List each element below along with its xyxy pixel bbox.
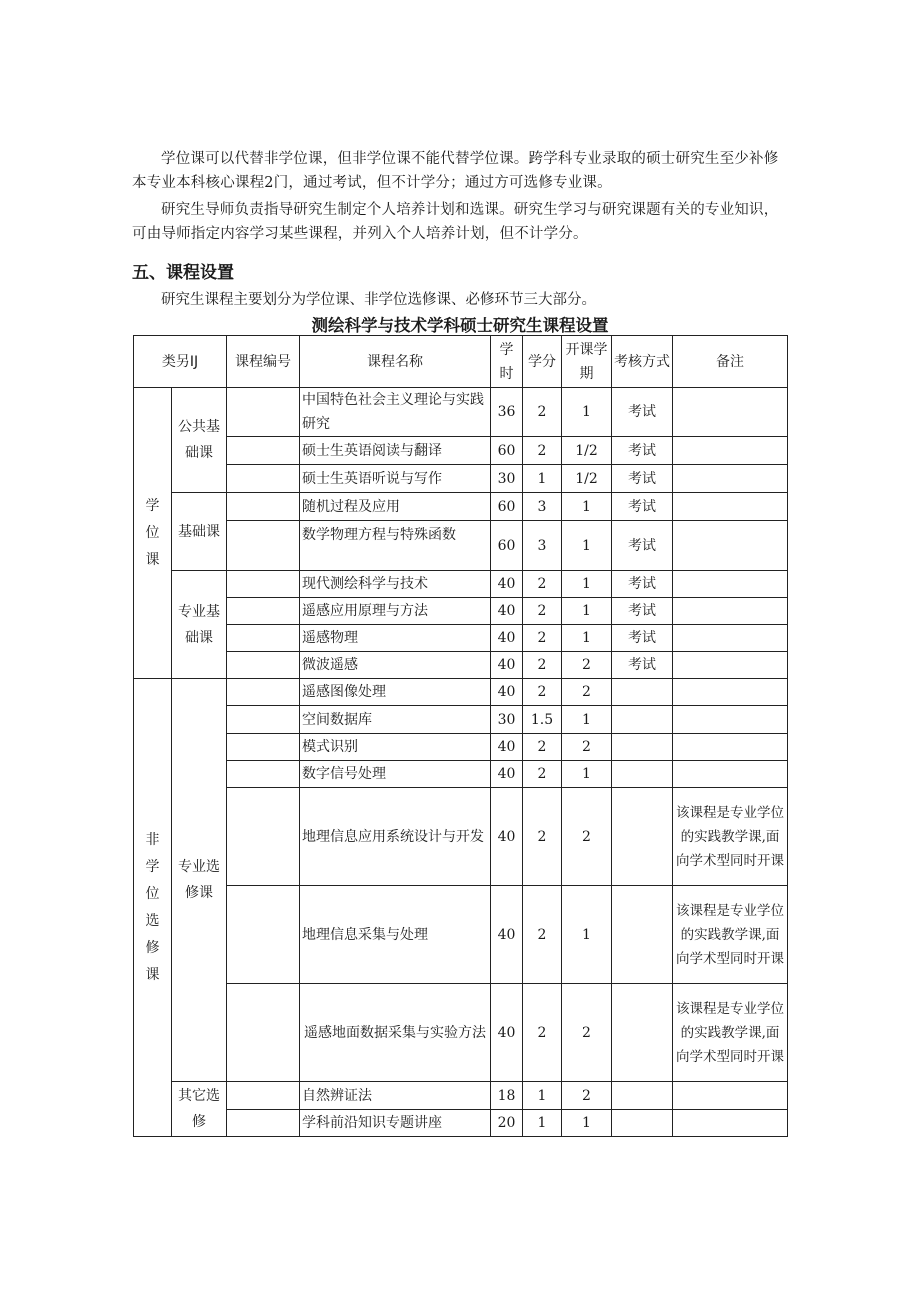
paragraph-degree-course-rules: 学位课可以代替非学位课，但非学位课不能代替学位课。跨学科专业录取的硕士研究生至少补修本专业本科核心课程2门，通过考试，但不计学分；通过方可选修专业课。	[132, 151, 779, 191]
course-semester: 1	[562, 761, 612, 788]
course-semester: 1/2	[562, 465, 612, 493]
course-remark	[673, 388, 788, 437]
course-remark	[673, 521, 788, 571]
header-exam: 考核方式	[612, 336, 673, 388]
course-name: 微波遥感	[300, 652, 491, 679]
course-name: 学科前沿知识专题讲座	[300, 1110, 491, 1137]
course-name: 空间数据库	[300, 706, 491, 734]
header-hours: 学时	[491, 336, 523, 388]
course-code	[227, 761, 300, 788]
header-semester: 开课学期	[562, 336, 612, 388]
header-credits: 学分	[523, 336, 562, 388]
table-row	[134, 598, 788, 625]
course-code	[227, 734, 300, 761]
table-row	[134, 788, 788, 886]
course-name: 模式识别	[300, 734, 491, 761]
table-row	[134, 679, 788, 706]
subgroup-other-elective: 其它选修	[172, 1082, 227, 1137]
course-hours: 40	[491, 625, 523, 652]
course-name: 遥感地面数据采集与实验方法	[300, 984, 491, 1082]
table-row	[134, 465, 788, 493]
course-name: 数字信号处理	[300, 761, 491, 788]
course-hours: 36	[491, 388, 523, 437]
course-semester: 2	[562, 652, 612, 679]
paragraph-advisor-guidance: 研究生导师负责指导研究生制定个人培养计划和选课。研究生学习与研究课题有关的专业知识，可由导师指定内容学习某些课程，并列入个人培养计划，但不计学分。	[132, 202, 779, 242]
course-code	[227, 652, 300, 679]
course-credits: 3	[523, 521, 562, 571]
table-header-row	[134, 336, 788, 388]
header-remark: 备注	[673, 336, 788, 388]
table-row	[134, 625, 788, 652]
course-remark: 该课程是专业学位的实践教学课,面向学术型同时开课	[673, 886, 788, 984]
table-row	[134, 521, 788, 571]
table-row	[134, 1110, 788, 1137]
course-name: 遥感物理	[300, 625, 491, 652]
course-exam: 考试	[612, 598, 673, 625]
course-exam: 考试	[612, 521, 673, 571]
section-intro: 研究生课程主要划分为学位课、非学位选修课、必修环节三大部分。	[161, 292, 596, 308]
course-credits: 1.5	[523, 706, 562, 734]
course-remark	[673, 625, 788, 652]
subgroup-major-basic: 专业基础课	[172, 571, 227, 679]
course-code	[227, 521, 300, 571]
course-remark	[673, 679, 788, 706]
course-hours: 40	[491, 598, 523, 625]
table-row	[134, 437, 788, 465]
course-exam	[612, 1082, 673, 1110]
table-row	[134, 652, 788, 679]
course-semester: 1	[562, 493, 612, 521]
course-name: 硕士生英语听说与写作	[300, 465, 491, 493]
course-name: 遥感图像处理	[300, 679, 491, 706]
course-code	[227, 984, 300, 1082]
course-code	[227, 1082, 300, 1110]
table-row	[134, 706, 788, 734]
course-remark: 该课程是专业学位的实践教学课,面向学术型同时开课	[673, 984, 788, 1082]
course-hours: 40	[491, 652, 523, 679]
course-code	[227, 465, 300, 493]
course-semester: 2	[562, 984, 612, 1082]
course-exam: 考试	[612, 493, 673, 521]
header-code: 课程编号	[227, 336, 300, 388]
course-exam: 考试	[612, 652, 673, 679]
course-hours: 40	[491, 571, 523, 598]
course-semester: 1	[562, 388, 612, 437]
course-semester: 2	[562, 679, 612, 706]
header-name: 课程名称	[300, 336, 491, 388]
course-code	[227, 706, 300, 734]
group-non-degree	[134, 679, 172, 1137]
course-semester: 2	[562, 788, 612, 886]
course-credits: 3	[523, 493, 562, 521]
course-credits: 2	[523, 388, 562, 437]
course-exam	[612, 788, 673, 886]
course-name: 随机过程及应用	[300, 493, 491, 521]
table-row	[134, 984, 788, 1082]
table-row	[134, 734, 788, 761]
course-name: 现代测绘科学与技术	[300, 571, 491, 598]
course-semester: 2	[562, 734, 612, 761]
course-credits: 2	[523, 788, 562, 886]
course-code	[227, 493, 300, 521]
course-table	[133, 335, 788, 1137]
course-name: 遥感应用原理与方法	[300, 598, 491, 625]
course-exam	[612, 679, 673, 706]
subgroup-basic: 基础课	[172, 493, 227, 571]
group-degree-label: 学位课	[145, 497, 160, 568]
course-exam	[612, 734, 673, 761]
course-remark	[673, 1082, 788, 1110]
course-hours: 60	[491, 521, 523, 571]
course-credits: 2	[523, 886, 562, 984]
course-credits: 2	[523, 625, 562, 652]
course-hours: 18	[491, 1082, 523, 1110]
section-heading: 五、课程设置	[132, 263, 234, 283]
course-exam: 考试	[612, 437, 673, 465]
course-exam	[612, 706, 673, 734]
course-credits: 2	[523, 984, 562, 1082]
course-semester: 1/2	[562, 437, 612, 465]
subgroup-public-basic: 公共基础课	[172, 388, 227, 493]
course-remark	[673, 465, 788, 493]
course-name: 硕士生英语阅读与翻译	[300, 437, 491, 465]
course-hours: 30	[491, 706, 523, 734]
course-hours: 30	[491, 465, 523, 493]
course-code	[227, 679, 300, 706]
course-semester: 2	[562, 1082, 612, 1110]
course-semester: 1	[562, 886, 612, 984]
course-semester: 1	[562, 598, 612, 625]
table-caption: 测绘科学与技术学科硕士研究生课程设置	[311, 316, 609, 335]
course-semester: 1	[562, 521, 612, 571]
course-code	[227, 625, 300, 652]
course-remark	[673, 761, 788, 788]
course-credits: 2	[523, 571, 562, 598]
course-exam	[612, 984, 673, 1082]
course-remark	[673, 706, 788, 734]
course-credits: 2	[523, 761, 562, 788]
table-row	[134, 761, 788, 788]
course-code	[227, 886, 300, 984]
course-remark	[673, 734, 788, 761]
course-code	[227, 388, 300, 437]
course-remark	[673, 571, 788, 598]
course-hours: 40	[491, 761, 523, 788]
course-exam: 考试	[612, 465, 673, 493]
table-row	[134, 571, 788, 598]
course-hours: 40	[491, 984, 523, 1082]
course-semester: 1	[562, 706, 612, 734]
course-exam: 考试	[612, 625, 673, 652]
table-row	[134, 886, 788, 984]
course-code	[227, 571, 300, 598]
course-credits: 2	[523, 598, 562, 625]
course-exam	[612, 886, 673, 984]
course-semester: 1	[562, 571, 612, 598]
course-credits: 2	[523, 679, 562, 706]
course-name: 中国特色社会主义理论与实践研究	[300, 388, 491, 437]
course-code	[227, 437, 300, 465]
course-credits: 2	[523, 652, 562, 679]
table-row	[134, 493, 788, 521]
course-credits: 2	[523, 734, 562, 761]
course-name: 自然辨证法	[300, 1082, 491, 1110]
course-credits: 1	[523, 1082, 562, 1110]
course-semester: 1	[562, 625, 612, 652]
table-row	[134, 388, 788, 437]
course-code	[227, 1110, 300, 1137]
course-exam: 考试	[612, 388, 673, 437]
course-remark	[673, 437, 788, 465]
group-non-degree-label: 非学位选修课	[145, 831, 160, 983]
course-hours: 40	[491, 886, 523, 984]
course-credits: 1	[523, 465, 562, 493]
course-exam: 考试	[612, 571, 673, 598]
course-hours: 20	[491, 1110, 523, 1137]
course-code	[227, 598, 300, 625]
course-remark	[673, 493, 788, 521]
course-credits: 1	[523, 1110, 562, 1137]
course-hours: 60	[491, 493, 523, 521]
table-row	[134, 1082, 788, 1110]
course-name: 地理信息采集与处理	[300, 886, 491, 984]
course-remark	[673, 1110, 788, 1137]
course-hours: 60	[491, 437, 523, 465]
course-code	[227, 788, 300, 886]
course-hours: 40	[491, 788, 523, 886]
course-remark: 该课程是专业学位的实践教学课,面向学术型同时开课	[673, 788, 788, 886]
course-name: 地理信息应用系统设计与开发	[300, 788, 491, 886]
course-hours: 40	[491, 679, 523, 706]
course-remark	[673, 652, 788, 679]
course-hours: 40	[491, 734, 523, 761]
group-degree	[134, 388, 172, 679]
header-category: 类另IJ	[134, 336, 227, 388]
course-exam	[612, 1110, 673, 1137]
course-remark	[673, 598, 788, 625]
course-exam	[612, 761, 673, 788]
subgroup-major-elective: 专业选修课	[172, 679, 227, 1082]
course-credits: 2	[523, 437, 562, 465]
course-name: 数学物理方程与特殊函数	[300, 521, 491, 571]
course-semester: 1	[562, 1110, 612, 1137]
